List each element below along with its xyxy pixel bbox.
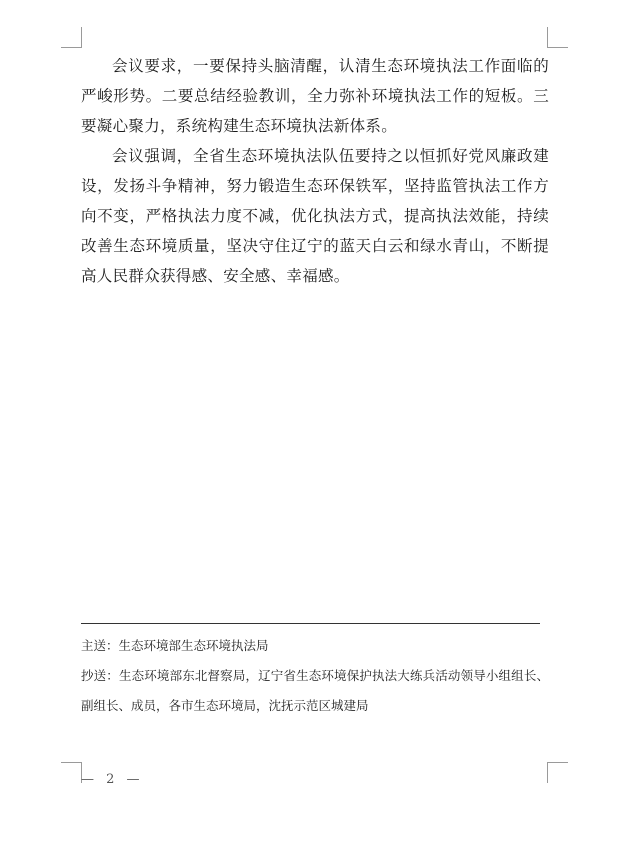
page-number: — 2 — bbox=[81, 772, 144, 787]
crop-mark-top-right bbox=[547, 27, 568, 48]
crop-mark-top-left bbox=[61, 27, 82, 48]
body-text bbox=[81, 51, 549, 291]
paragraph-meeting-emphasis: 会议强调，全省生态环境执法队伍要持之以恒抓好党风廉政建设，发扬斗争精神，努力锻造生态环保铁军，坚持监管执法工作方向不变，严格执法力度不减，优化执法方式，提高执法效能，持续改善生态环境质量，坚决守住辽宁的蓝天白云和绿水青山，不断提高人民群众获得感、安全感、幸福感。 bbox=[81, 147, 549, 285]
crop-mark-bottom-right bbox=[547, 762, 568, 783]
crop-mark-bottom-left bbox=[61, 762, 82, 783]
paragraph-meeting-requirements: 会议要求，一要保持头脑清醒，认清生态环境执法工作面临的严峻形势。二要总结经验教训，全力弥补环境执法工作的短板。三要凝心聚力，系统构建生态环境执法新体系。 bbox=[81, 57, 549, 135]
copy-to-list: 抄送：生态环境部东北督察局，辽宁省生态环境保护执法大练兵活动领导小组组长、副组长、成员，各市生态环境局，沈抚示范区城建局 bbox=[81, 668, 549, 713]
distribution-notes bbox=[81, 631, 549, 721]
main-recipient: 主送：生态环境部生态环境执法局 bbox=[81, 638, 269, 653]
footer-divider bbox=[81, 623, 540, 624]
